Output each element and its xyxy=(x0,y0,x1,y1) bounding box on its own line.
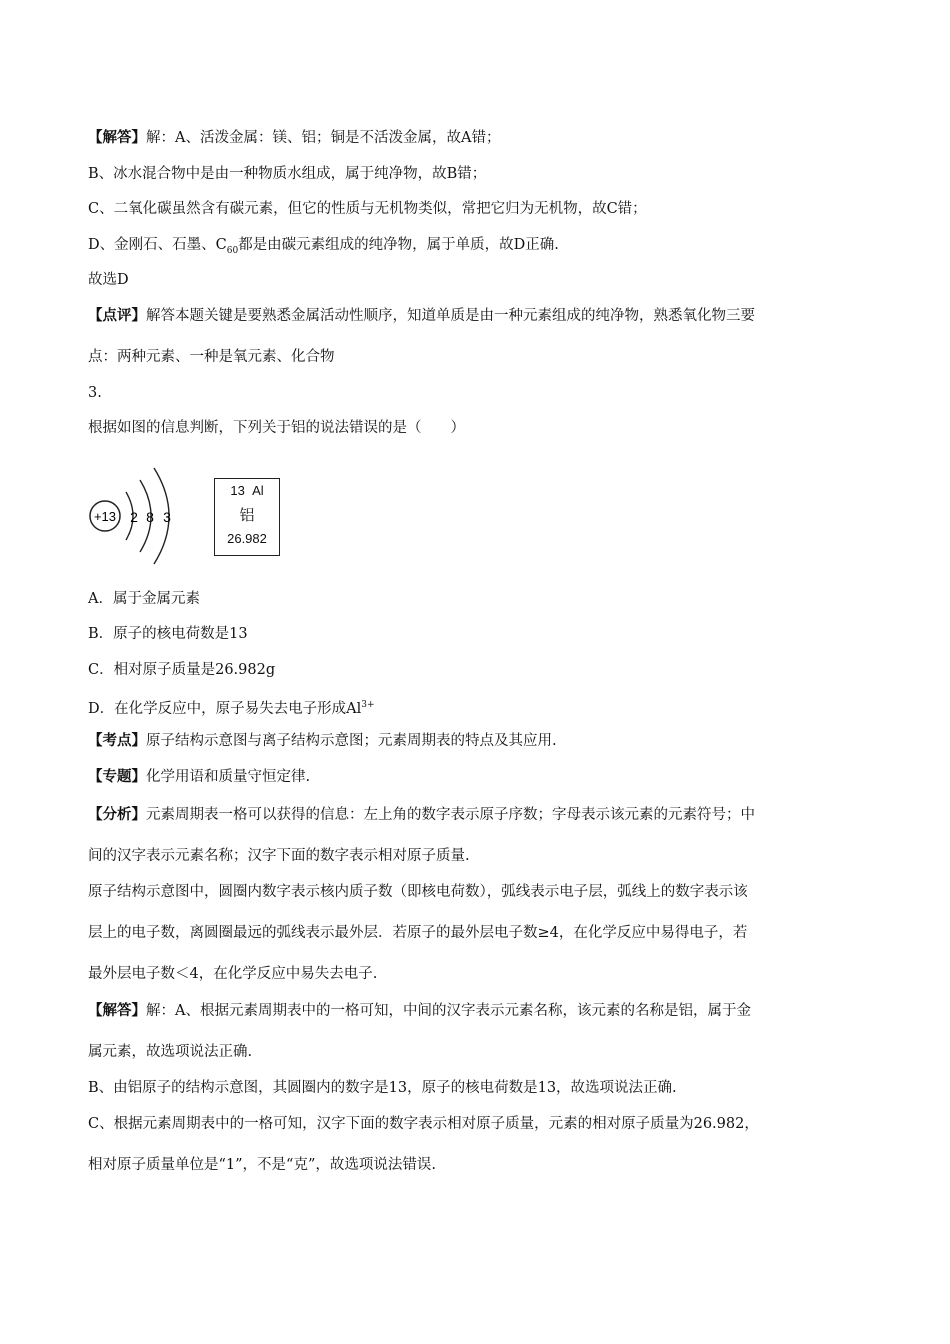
analysis-line-3: 原子结构示意图中，圆圈内数字表示核内质子数（即核电荷数），弧线表示电子层，弧线上的数字表示该 xyxy=(88,884,748,900)
answer-line-c: C、二氧化碳虽然含有碳元素，但它的性质与无机物类似，常把它归为无机物，故C错； xyxy=(88,201,647,217)
shell-electrons-1: 2 xyxy=(130,509,138,525)
element-name: 铝 xyxy=(239,507,255,524)
comment-text: 解答本题关键是要熟悉金属活动性顺序，知道单质是由一种元素组成的纯净物，熟悉氧化物三要 xyxy=(146,308,755,324)
answer-text: 解：A、活泼金属：镁、铝；铜是不活泼金属，故A错； xyxy=(146,130,501,146)
kaodian-text: 原子结构示意图与离子结构示意图；元素周期表的特点及其应用. xyxy=(146,733,557,749)
solution-text: 解：A、根据元素周期表中的一格可知，中间的汉字表示元素名称，该元素的名称是铝，属于金 xyxy=(146,1003,751,1019)
option-b: B．原子的核电荷数是13 xyxy=(88,626,248,642)
atomic-number: 13 xyxy=(230,483,245,498)
option-d-text: D．在化学反应中，原子易失去电子形成Al xyxy=(88,700,362,717)
analysis-line-5: 最外层电子数＜4，在化学反应中易失去电子. xyxy=(88,966,378,982)
shell-electrons-3: 3 xyxy=(163,509,171,525)
choice-line: 故选D xyxy=(88,272,129,288)
solution-line-2: 属元素，故选项说法正确. xyxy=(88,1044,253,1060)
solution-line-5: 相对原子质量单位是“1”，不是“克”，故选项说法错误. xyxy=(88,1157,436,1173)
answer-line-d xyxy=(88,235,559,261)
atomic-mass: 26.982 xyxy=(227,531,267,546)
analysis-line-4: 层上的电子数，离圆圈最远的弧线表示最外层．若原子的最外层电子数≥4，在化学反应中易得电子，若 xyxy=(88,925,748,941)
kaodian-tag: 【考点】 xyxy=(88,732,146,749)
comment-line-2: 点：两种元素、一种是氧元素、化合物 xyxy=(88,349,335,365)
option-d-charge: 3+ xyxy=(361,700,375,710)
answer-d-pre: D、金刚石、石墨、C xyxy=(88,237,227,253)
answer-line-b: B、冰水混合物中是由一种物质水组成，属于纯净物，故B错； xyxy=(88,166,487,182)
question-number: 3. xyxy=(88,385,102,401)
comment-line-1 xyxy=(88,306,755,326)
question-stem: 根据如图的信息判断，下列关于铝的说法错误的是（ ） xyxy=(88,420,465,436)
solution-line-4: C、根据元素周期表中的一格可知，汉字下面的数字表示相对原子质量，元素的相对原子质量为26.982， xyxy=(88,1116,759,1132)
periodic-table-cell xyxy=(214,478,280,556)
analysis-line-1 xyxy=(88,805,755,825)
element-number-symbol xyxy=(215,483,279,498)
analysis-text: 元素周期表一格可以获得的信息：左上角的数字表示原子序数；字母表示该元素的元素符号；中 xyxy=(146,807,755,823)
analysis-line-2: 间的汉字表示元素名称；汉字下面的数字表示相对原子质量. xyxy=(88,848,470,864)
solution-tag: 【解答】 xyxy=(88,1002,146,1019)
answer-tag: 【解答】 xyxy=(88,129,146,146)
answer-line-1 xyxy=(88,128,500,148)
solution-line-1 xyxy=(88,1001,751,1021)
zhuanti-tag: 【专题】 xyxy=(88,768,146,785)
zhuanti-line xyxy=(88,767,310,787)
nucleus-charge: +13 xyxy=(93,509,117,524)
answer-d-post: 都是由碳元素组成的纯净物，属于单质，故D正确. xyxy=(238,237,559,253)
option-d xyxy=(88,695,375,719)
answer-d-sub: 60 xyxy=(226,245,239,256)
solution-line-3: B、由铝原子的结构示意图，其圆圈内的数字是13，原子的核电荷数是13，故选项说法正确. xyxy=(88,1080,677,1096)
comment-tag: 【点评】 xyxy=(88,307,146,324)
option-c: C．相对原子质量是26.982g xyxy=(88,662,276,678)
element-symbol: Al xyxy=(252,483,264,498)
zhuanti-text: 化学用语和质量守恒定律. xyxy=(146,769,311,785)
option-a: A．属于金属元素 xyxy=(88,591,200,607)
analysis-tag: 【分析】 xyxy=(88,806,146,823)
shell-electrons-2: 8 xyxy=(146,509,154,525)
kaodian-line xyxy=(88,731,557,751)
